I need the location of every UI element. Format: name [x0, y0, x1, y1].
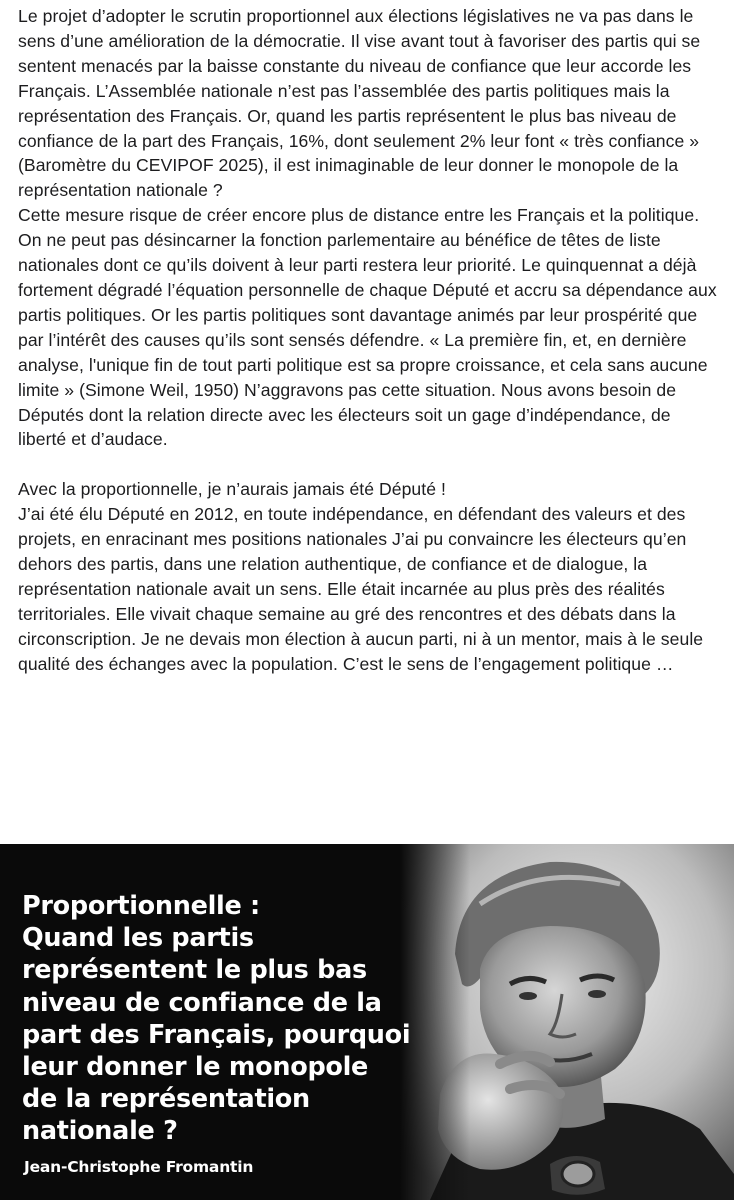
quote-line: Quand les partis [22, 923, 254, 954]
post-paragraph-5: J’ai été élu Député en 2012, en toute indépendance, en défendant des valeurs et des projets, en enracinant mes positions nationales J’ai pu convaincre les électeurs qu’en dehors des partis, dans une relation authentique, de confiance et de dialogue, la représentation nationale avait un sens. Elle était incarnée au plus près des réalités territoriales. Elle vivait chaque semaine au gré des rencontres et des débats dans la circonscription. Je ne devais mon élection à aucun parti, ni à un mentor, mais à le seule qualité des échanges avec la population. C’est le sens de l’engagement politique … [18, 504, 704, 674]
post-paragraph-4: Avec la proportionnelle, je n’aurais jamais été Député ! [18, 479, 446, 500]
post-paragraph-2: Cette mesure risque de créer encore plus de distance entre les Français et la politique. [18, 205, 700, 226]
quote-line: de la représentation [22, 1084, 310, 1115]
quote-line: nationale ? [22, 1116, 178, 1147]
quote-line: leur donner le monopole [22, 1052, 369, 1083]
quote-author: Jean-Christophe Fromantin [24, 1158, 254, 1176]
portrait-photo [400, 844, 734, 1200]
post-body [18, 4, 718, 676]
quote-line: part des Français, pourquoi [22, 1019, 411, 1050]
quote-line: représentent le plus bas [22, 955, 367, 986]
attached-image[interactable] [0, 844, 734, 1200]
quote-text [22, 890, 442, 1148]
post-paragraph-3: On ne peut pas désincarner la fonction parlementaire au bénéfice de têtes de liste nationales dont ce qu’ils doivent à leur parti restera leur priorité. Le quinquennat a déjà fortement dégradé l’équation personnelle de chaque Député et accru sa dépendance aux partis politiques. Or les partis politiques sont davantage animés par leur prospérité que par l’intérêt des causes qu’ils sont sensés défendre. « La première fin, et, en dernière analyse, l'unique fin de tout parti politique est sa propre croissance, et cela sans aucune limite » (Simone Weil, 1950) N’aggravons pas cette situation. Nous avons besoin de Députés dont la relation directe avec les électeurs soit un gage d’indépendance, de liberté et d’audace. [18, 230, 717, 450]
post-paragraph-1: Le projet d’adopter le scrutin proportionnel aux élections législatives ne va pas dans le sens d’une amélioration de la démocratie. Il vise avant tout à favoriser des partis qui se sentent menacés par la baisse constante du niveau de confiance que leur accorde les Français. L’Assemblée nationale n’est pas l’assemblée des partis politiques mais la représentation des Français. Or, quand les partis représentent le plus bas niveau de confiance de la part des Français, 16%, dont seulement 2% leur font « très confiance » (Baromètre du CEVIPOF 2025), il est inimaginable de leur donner le monopole de la représentation nationale ? [18, 6, 701, 201]
paragraph-spacer [18, 452, 718, 477]
quote-line: Proportionnelle : [22, 891, 260, 921]
quote-line: niveau de confiance de la [22, 987, 382, 1018]
